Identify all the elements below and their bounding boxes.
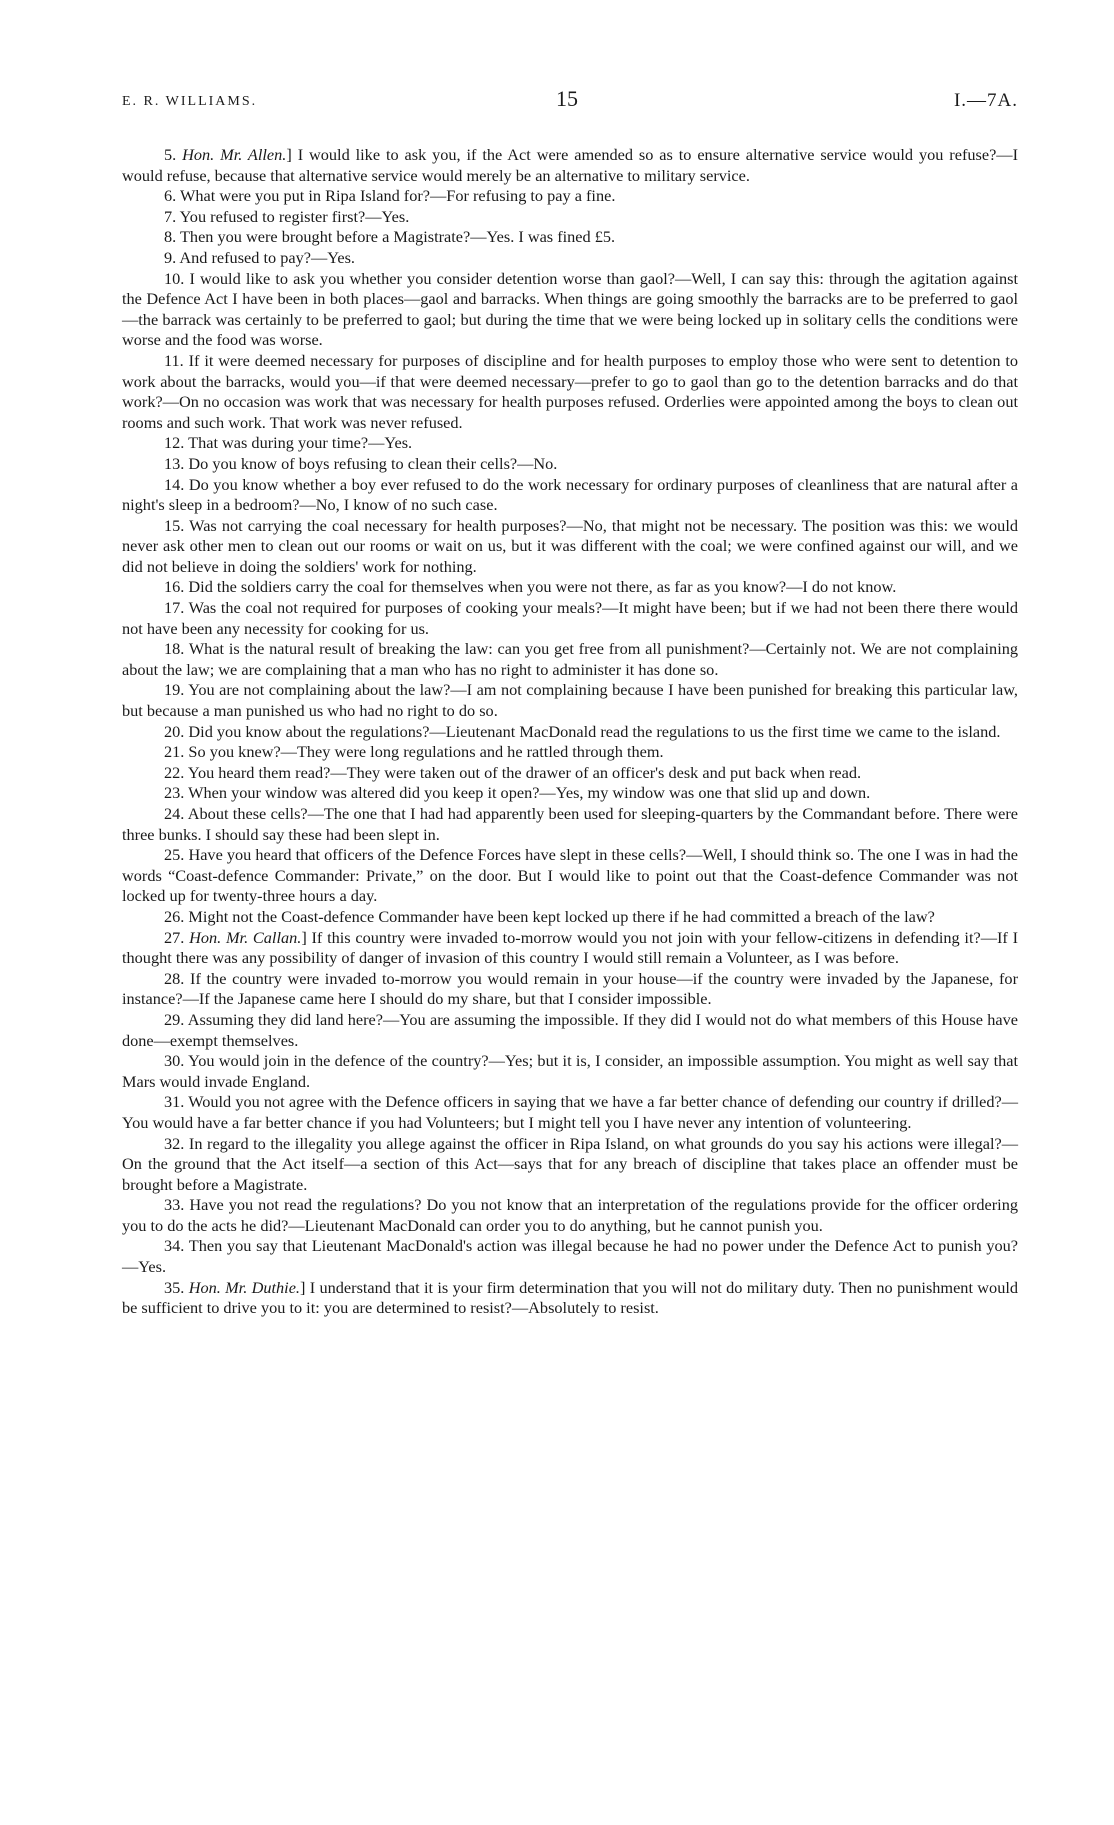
question-answer-text: 29. Assuming they did land here?—You are assuming the impossible. If they did I would not do what members of this House have done—exempt themselves. [122,1009,1018,1050]
question-paragraph [122,1051,1018,1092]
question-answer-text: ] I would like to ask you, if the Act were amended so as to ensure alternative service would you refuse?—I would refuse, because that alternative service would merely be an alternative to military service. [122,145,1018,185]
question-paragraph [122,742,1018,763]
question-paragraph [122,722,1018,743]
question-paragraph [122,207,1018,228]
question-answer-text: 11. If it were deemed necessary for purposes of discipline and for health purposes to employ those who were sent to detention to work about the barracks, would you—if that were deemed necessary—prefer to go to gaol than go to the detention barracks and do that work?—On no occasion was work that was necessary for health purposes refused. Orderlies were appointed among the boys to clean out rooms and such work. That work was never refused. [122,350,1018,432]
question-paragraph [122,269,1018,351]
question-answer-text: 12. That was during your time?—Yes. [164,433,413,453]
question-answer-text: 22. You heard them read?—They were taken out of the drawer of an officer's desk and put back when read. [164,762,862,782]
question-paragraph [122,907,1018,928]
document-reference: I.—7A. [953,90,1018,111]
question-answer-text: 32. In regard to the illegality you allege against the officer in Ripa Island, on what grounds do you say his actions were illegal?—On the ground that the Act itself—a section of this Act—says that for any breach of discipline that takes place an offender must be brought before a Magistrate. [122,1133,1018,1194]
question-paragraph [122,969,1018,1010]
question-answer-text: 13. Do you know of boys refusing to clean their cells?—No. [164,453,558,473]
question-answer-text: 8. Then you were brought before a Magistrate?—Yes. I was fined £5. [164,227,616,247]
question-answer-text: 9. And refused to pay?—Yes. [164,247,355,267]
witness-name: E. R. WILLIAMS. [122,94,258,109]
question-answer-text: 21. So you knew?—They were long regulations and he rattled through them. [164,742,664,762]
question-paragraph [122,1092,1018,1133]
question-number: 27. [164,927,190,947]
question-paragraph [122,928,1018,969]
question-paragraph [122,1236,1018,1277]
question-answer-text: 17. Was the coal not required for purposes of cooking your meals?—It might have been; but if we had not been there there would not have been any necessity for cooking for us. [122,598,1018,638]
speaker-name: Hon. Mr. Duthie. [188,1277,300,1297]
question-paragraph [122,639,1018,680]
speaker-name: Hon. Mr. Allen. [182,145,287,164]
question-answer-text: 6. What were you put in Ripa Island for?—For refusing to pay a fine. [164,186,616,206]
question-paragraph [122,433,1018,454]
question-paragraph [122,763,1018,784]
page-number: 15 [556,86,578,111]
question-answer-text: 25. Have you heard that officers of the Defence Forces have slept in these cells?—Well, I should think so. The one I was in had the words “Coast-defence Commander: Private,” on the door. But I would like to point out that the Coast-defence Commander was not locked up for twenty-three hours a day. [122,845,1018,906]
question-answer-text: ] If this country were invaded to-morrow would you not join with your fellow-citizens in defending it?—If I thought there was any possibility of danger of invasion of this country I would still remain a Volunteer, as I was before. [122,927,1019,968]
question-paragraph [122,1010,1018,1051]
question-paragraph [122,1134,1018,1196]
question-answer-text: 31. Would you not agree with the Defence officers in saying that we have a far better chance of defending our country if drilled?—You would have a far better chance if you had Volunteers; but I might tell you I have never any intention of volunteering. [122,1092,1018,1132]
question-paragraph [122,804,1018,845]
question-answer-text: 28. If the country were invaded to-morrow you would remain in your house—if the country were invaded by the Japanese, for instance?—If the Japanese came here I should do my share, but that I consider impossible. [122,968,1018,1009]
question-answer-text: 7. You refused to register first?—Yes. [164,206,410,226]
question-paragraph [122,783,1018,804]
evidence-text [122,145,1018,1319]
question-answer-text: 19. You are not complaining about the law?—I am not complaining because I have been punished for breaking this particular law, but because a man punished us who had no right to do so. [122,680,1018,721]
question-paragraph [122,845,1018,907]
question-answer-text: 20. Did you know about the regulations?—Lieutenant MacDonald read the regulations to us the first time we came to the island. [164,721,1001,741]
page-header [122,86,1018,116]
question-answer-text: ] I understand that it is your firm determination that you will not do military duty. Then no punishment would be sufficient to drive you to it: you are determined to resist?—Absolutely to resist. [122,1277,1019,1318]
question-answer-text: 24. About these cells?—The one that I had had apparently been used for sleeping-quarters by the Commandant before. There were three bunks. I should say these had been slept in. [122,804,1018,844]
question-paragraph [122,227,1018,248]
question-paragraph [122,1195,1018,1236]
question-number: 35. [164,1277,189,1297]
question-answer-text: 23. When your window was altered did you keep it open?—Yes, my window was one that slid up and down. [164,783,871,803]
question-answer-text: 18. What is the natural result of breaking the law: can you get free from all punishment?—Certainly not. We are not complaining about the law; we are complaining that a man who has no right to administer it has done so. [122,639,1018,679]
question-paragraph [122,577,1018,598]
question-answer-text: 34. Then you say that Lieutenant MacDonald's action was illegal because he had no power under the Defence Act to punish you?—Yes. [122,1236,1018,1277]
question-paragraph [122,598,1018,639]
question-answer-text: 16. Did the soldiers carry the coal for themselves when you were not there, as far as you know?—I do not know. [164,577,897,597]
question-paragraph [122,145,1018,186]
question-paragraph [122,248,1018,269]
speaker-name: Hon. Mr. Callan. [189,927,302,947]
question-paragraph [122,351,1018,433]
question-answer-text: 26. Might not the Coast-defence Commander have been kept locked up there if he had committed a breach of the law? [164,906,935,926]
question-paragraph [122,680,1018,721]
question-answer-text: 10. I would like to ask you whether you consider detention worse than gaol?—Well, I can say this: through the agitation against the Defence Act I have been in both places—gaol and barracks. When things are going smoothly the barracks are to be preferred to gaol—the barrack was certainly to be preferred to gaol; but during the time that we were being locked up in solitary cells the conditions were worse and the food was worse. [122,268,1018,350]
question-paragraph [122,475,1018,516]
question-answer-text: 33. Have you not read the regulations? Do you not know that an interpretation of the regulations provide for the officer ordering you to do the acts he did?—Lieutenant MacDonald can order you to do anything, but he cannot punish you. [122,1195,1018,1235]
question-number: 5. [164,145,183,164]
question-paragraph [122,454,1018,475]
question-paragraph [122,1278,1018,1319]
question-paragraph [122,186,1018,207]
question-answer-text: 15. Was not carrying the coal necessary for health purposes?—No, that might not be necessary. The position was this: we would never ask other men to clean out our rooms or wait on us, but it was different with the coal; we were confined against our will, and we did not believe in doing the soldiers' work for nothing. [122,515,1018,576]
question-answer-text: 30. You would join in the defence of the country?—Yes; but it is, I consider, an impossible assumption. You might as well say that Mars would invade England. [122,1051,1018,1091]
question-paragraph [122,516,1018,578]
question-answer-text: 14. Do you know whether a boy ever refused to do the work necessary for ordinary purposes of cleanliness that are natural after a night's sleep in a bedroom?—No, I know of no such case. [122,474,1018,515]
